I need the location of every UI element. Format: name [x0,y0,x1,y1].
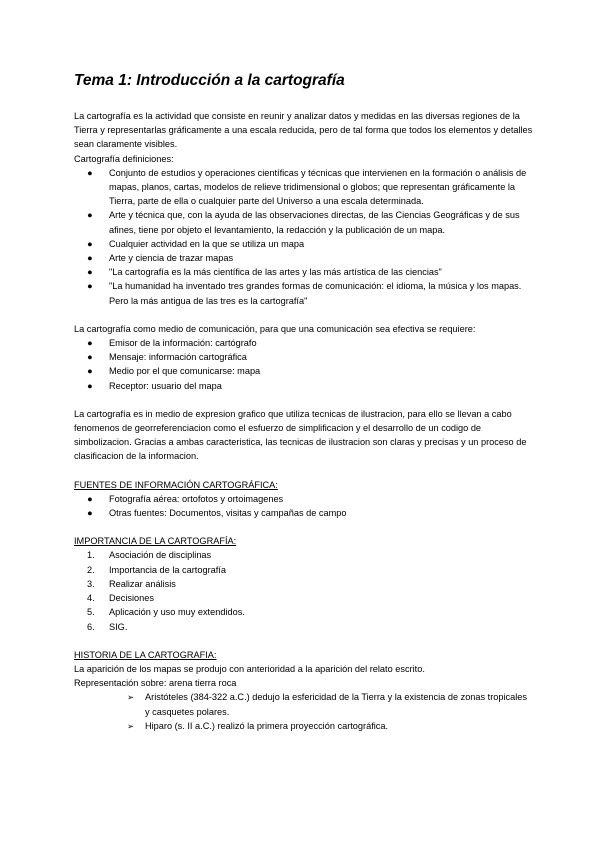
list-number: 5. [87,607,95,618]
list-item: ● Otras fuentes: Documentos, visitas y campañas de campo [74,506,534,520]
list-item: 1. Asociación de disciplinas [74,548,534,562]
communication-list [74,336,534,393]
sources-list [74,492,534,520]
list-item: ● Cualquier actividad en la que se utiliza un mapa [74,237,534,251]
bullet-icon: ● [87,267,93,278]
list-number: 1. [87,550,95,561]
bullet-icon: ● [87,238,93,249]
list-item: ● Medio por el que comunicarse: mapa [74,364,534,378]
bullet-icon: ● [87,167,93,178]
bullet-icon: ● [87,508,93,519]
list-item: ● Arte y ciencia de trazar mapas [74,251,534,265]
bullet-icon: ● [87,281,93,292]
list-item: 2. Importancia de la cartografía [74,563,534,577]
definitions-list [74,166,534,308]
bullet-icon: ● [87,338,93,349]
history-list [74,690,534,733]
list-item: ● Receptor: usuario del mapa [74,379,534,393]
list-number: 2. [87,564,95,575]
list-item: 6. SIG. [74,620,534,634]
bullet-icon: ● [87,352,93,363]
list-item: ● Emisor de la información: cartógrafo [74,336,534,350]
history-line-2: Representación sobre: arena tierra roca [74,678,237,689]
bullet-icon: ● [87,253,93,264]
intro-paragraph: La cartografía es la actividad que consiste en reunir y analizar datos y medidas en las diversas regiones de la Tierra y representarlas gráficamente a una escala reducida, pero de tal forma que todos los elementos y detalles sean claramente visibles. [74,111,533,150]
bullet-icon: ● [87,366,93,377]
sources-heading: FUENTES DE INFORMACIÓN CARTOGRÁFICA: [74,479,278,490]
history-line-1: La aparición de los mapas se produjo con anterioridad a la aparición del relato escrito. [74,663,425,674]
definitions-label: Cartografía definiciones: [74,153,174,164]
list-item: ● Arte y técnica que, con la ayuda de las observaciones directas, de las Ciencias Geográficas y de sus afines, tiene por objeto el levantamiento, la redacción y la publicación de un mapa. [87,210,520,235]
list-number: 3. [87,578,95,589]
bullet-icon: ● [87,210,93,221]
list-item: ➢ Aristóteles (384-322 a.C.) dedujo la esfericidad de la Tierra y la existencia de zonas tropicales y casquetes polares. [127,692,527,717]
arrow-bullet-icon: ➢ [127,692,135,703]
importance-list [74,548,534,633]
page-title: Tema 1: Introducción a la cartografía [74,72,345,89]
bullet-icon: ● [87,380,93,391]
list-item: ● "La cartografía es la más científica de las artes y las más artística de las ciencias" [74,265,534,279]
list-item: 4. Decisiones [74,591,534,605]
list-item: ● Fotografía aérea: ortofotos y ortoimagenes [74,492,534,506]
list-item: ● Conjunto de estudios y operaciones científicas y técnicas que intervienen en la formación o análisis de mapas, planos, cartas, modelos de relieve tridimensional o globos; que representan gráficamente la Tierra, parte de ella o cualquier parte del Universo a una escala determinada. [87,167,527,207]
arrow-bullet-icon: ➢ [127,720,135,731]
list-number: 6. [87,621,95,632]
list-item: ● "La humanidad ha inventado tres grandes formas de comunicación: el idioma, la música y los mapas. Pero la más antigua de las tres es la cartografía" [87,281,522,306]
list-item: ➢ Hiparo (s. II a.C.) realizó la primera proyección cartográfica. [74,719,534,733]
importance-heading: IMPORTANCIA DE LA CARTOGRAFÍA: [74,536,237,547]
list-item: 3. Realizar análisis [74,577,534,591]
expression-paragraph: La cartografía es in medio de expresion grafico que utiliza tecnicas de ilustracion, para ello se llevan a cabo fenomenos de georreferenciacion como el esfuerzo de simplificacion y el desarrollo de un codigo de simbolizacion. Gracias a ambas caracteristica, las tecnicas de ilustracion son claras y precisas y un proceso de clasificacion de la informacion. [74,408,527,462]
list-number: 4. [87,593,95,604]
communication-intro: La cartografía como medio de comunicación, para que una comunicación sea efectiva se requiere: [74,323,476,334]
document-page [74,70,534,733]
history-heading: HISTORIA DE LA CARTOGRAFIA: [74,649,217,660]
list-item: 5. Aplicación y uso muy extendidos. [74,605,534,619]
bullet-icon: ● [87,493,93,504]
list-item: ● Mensaje: información cartográfica [74,350,534,364]
